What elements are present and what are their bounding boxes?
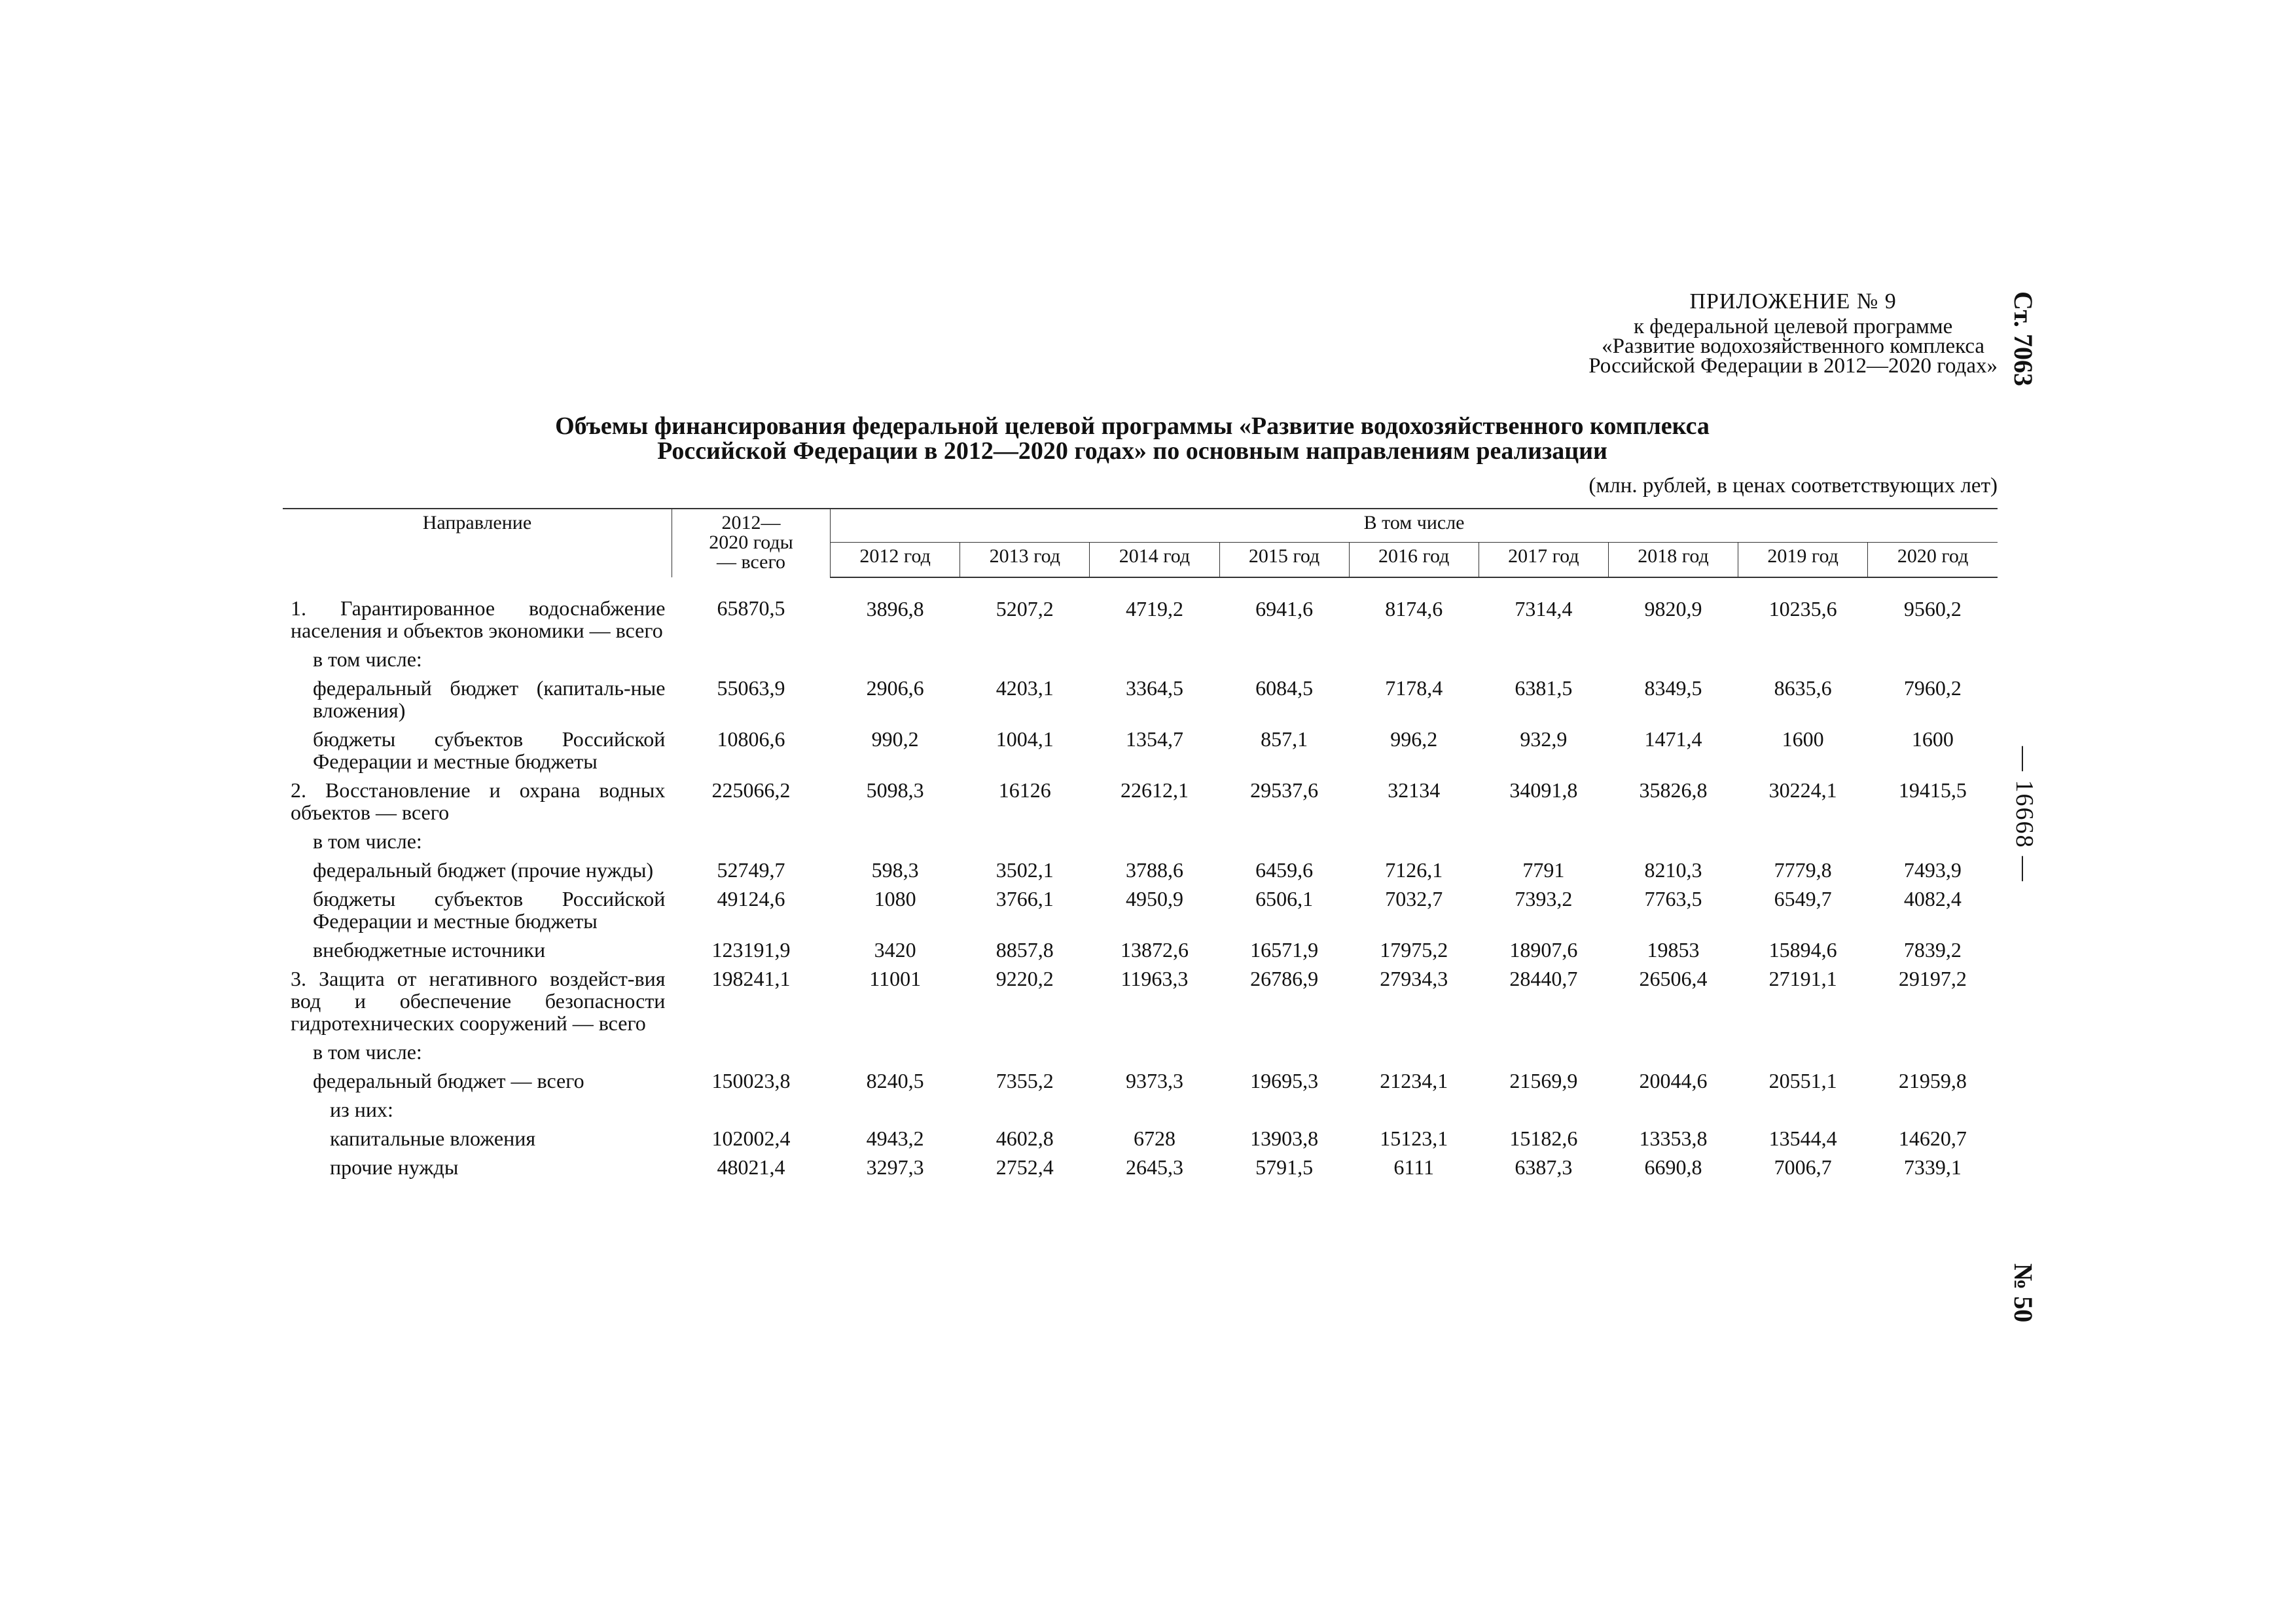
row-label: 3. Защита от негативного воздейст-вия вод и обеспечение безопасности гидротехнических сооружений — всего <box>291 967 666 1035</box>
row-total: 225066,2 <box>711 778 791 802</box>
table-row <box>283 1155 1998 1184</box>
row-year-value: 3420 <box>874 938 916 962</box>
row-label: федеральный бюджет (прочие нужды) <box>313 858 654 882</box>
row-year-value: 1471,4 <box>1644 727 1702 751</box>
row-year-value: 14620,7 <box>1898 1127 1967 1150</box>
row-year-value: 20044,6 <box>1639 1069 1708 1092</box>
units-note: (млн. рублей, в ценах соответствующих лет) <box>1588 474 1998 497</box>
financing-table <box>283 508 1998 1184</box>
row-year-value: 1600 <box>1782 727 1824 751</box>
row-year-value: 7032,7 <box>1385 887 1443 911</box>
row-total: 48021,4 <box>717 1155 785 1179</box>
row-year-value: 34091,8 <box>1509 778 1578 802</box>
row-year-value: 17975,2 <box>1380 938 1448 962</box>
row-year-value: 8857,8 <box>996 938 1054 962</box>
row-year-value: 6459,6 <box>1255 858 1314 882</box>
row-year-value: 9820,9 <box>1644 597 1702 621</box>
row-year-value: 15123,1 <box>1380 1127 1448 1150</box>
row-year-value: 598,3 <box>871 858 919 882</box>
row-total <box>672 1040 830 1069</box>
row-total: 10806,6 <box>717 727 785 751</box>
row-year-value: 29537,6 <box>1250 778 1319 802</box>
row-label: капитальные вложения <box>330 1127 536 1150</box>
header-including: В том числе <box>831 509 1998 542</box>
row-year-value: 27934,3 <box>1380 967 1448 990</box>
row-year-value: 35826,8 <box>1639 778 1708 802</box>
row-year-value: 13872,6 <box>1120 938 1189 962</box>
row-total <box>672 647 830 676</box>
row-year-value: 9560,2 <box>1903 597 1962 621</box>
row-year-value: 9373,3 <box>1125 1069 1183 1092</box>
row-year-value: 30224,1 <box>1768 778 1837 802</box>
row-year-value: 6387,3 <box>1515 1155 1573 1179</box>
row-year-value <box>831 647 960 676</box>
row-year-value: 4082,4 <box>1903 887 1962 911</box>
row-year-value: 6941,6 <box>1255 597 1314 621</box>
row-year-value: 7791 <box>1522 858 1565 882</box>
row-year-value: 7355,2 <box>996 1069 1054 1092</box>
row-year-value <box>1479 1098 1608 1127</box>
row-year-value: 22612,1 <box>1120 778 1189 802</box>
row-total <box>672 1098 830 1127</box>
row-year-value: 26506,4 <box>1639 967 1708 990</box>
table-row <box>283 676 1998 727</box>
row-year-value: 7314,4 <box>1515 597 1573 621</box>
row-year-value: 857,1 <box>1261 727 1308 751</box>
appendix-line-2: «Развитие водохозяйственного комплекса <box>1602 334 1985 358</box>
row-year-value: 3297,3 <box>866 1155 924 1179</box>
row-year-value: 3896,8 <box>866 597 924 621</box>
row-year-value <box>1868 1040 1998 1069</box>
table-row <box>283 829 1998 858</box>
row-total: 123191,9 <box>711 938 791 962</box>
row-total <box>672 829 830 858</box>
row-label: в том числе: <box>313 647 422 671</box>
table-body <box>283 577 1998 1184</box>
row-year-value: 13903,8 <box>1250 1127 1319 1150</box>
row-year-value: 6728 <box>1133 1127 1175 1150</box>
row-year-value: 16126 <box>998 778 1051 802</box>
side-document-number <box>2000 746 2078 882</box>
row-year-value: 7178,4 <box>1385 676 1443 700</box>
table-row <box>283 967 1998 1040</box>
table-row <box>283 1127 1998 1155</box>
row-year-value: 7493,9 <box>1903 858 1962 882</box>
row-label: бюджеты субъектов Российской Федерации и местные бюджеты <box>313 887 666 933</box>
title-line-2: Российской Федерации в 2012—2020 годах» по основным направлениям реализации <box>657 437 1607 465</box>
row-year-value <box>1608 1040 1738 1069</box>
header-total-text: 2012— 2020 годы — всего <box>709 512 793 573</box>
header-year: 2016 год <box>1349 542 1479 577</box>
row-year-value: 15182,6 <box>1509 1127 1578 1150</box>
row-year-value <box>1738 1098 1868 1127</box>
row-year-value: 5791,5 <box>1255 1155 1314 1179</box>
row-total: 55063,9 <box>717 676 785 700</box>
row-year-value <box>1738 647 1868 676</box>
row-year-value: 19695,3 <box>1250 1069 1319 1092</box>
table-row <box>283 1040 1998 1069</box>
table-row <box>283 938 1998 967</box>
row-year-value <box>1738 1040 1868 1069</box>
row-year-value: 11963,3 <box>1121 967 1189 990</box>
row-year-value <box>1090 1098 1219 1127</box>
row-year-value: 7763,5 <box>1644 887 1702 911</box>
row-year-value: 20551,1 <box>1768 1069 1837 1092</box>
row-label: внебюджетные источники <box>313 938 546 962</box>
row-year-value <box>1738 829 1868 858</box>
header-total <box>672 509 830 577</box>
header-direction: Направление <box>283 509 672 577</box>
row-year-value: 7393,2 <box>1515 887 1573 911</box>
row-year-value: 6549,7 <box>1774 887 1832 911</box>
row-label: из них: <box>330 1098 393 1121</box>
title-line-1: Объемы финансирования федеральной целевой программы «Развитие водохозяйственного комплекса <box>555 412 1710 440</box>
row-year-value <box>1608 829 1738 858</box>
row-year-value: 990,2 <box>871 727 919 751</box>
row-year-value: 8240,5 <box>866 1069 924 1092</box>
header-year: 2012 год <box>831 542 960 577</box>
row-year-value: 6690,8 <box>1644 1155 1702 1179</box>
side-issue-number <box>2000 1263 2078 1348</box>
row-year-value: 8210,3 <box>1644 858 1702 882</box>
row-total: 65870,5 <box>717 596 785 620</box>
row-year-value: 27191,1 <box>1768 967 1837 990</box>
row-year-value <box>1479 647 1608 676</box>
row-year-value: 3502,1 <box>996 858 1054 882</box>
row-year-value: 7779,8 <box>1774 858 1832 882</box>
row-year-value: 2752,4 <box>996 1155 1054 1179</box>
row-year-value: 7339,1 <box>1903 1155 1962 1179</box>
row-total: 102002,4 <box>711 1127 791 1150</box>
row-year-value <box>1868 1098 1998 1127</box>
row-year-value: 6381,5 <box>1515 676 1573 700</box>
row-year-value: 6506,1 <box>1255 887 1314 911</box>
row-year-value: 7126,1 <box>1385 858 1443 882</box>
row-year-value: 19853 <box>1647 938 1700 962</box>
row-total: 49124,6 <box>717 887 785 911</box>
header-year: 2017 год <box>1479 542 1608 577</box>
header-year: 2018 год <box>1608 542 1738 577</box>
row-year-value: 7839,2 <box>1903 938 1962 962</box>
row-label: федеральный бюджет (капиталь-ные вложения) <box>313 676 666 722</box>
row-year-value: 1080 <box>874 887 916 911</box>
row-year-value <box>831 829 960 858</box>
row-year-value <box>831 1040 960 1069</box>
row-year-value: 15894,6 <box>1768 938 1837 962</box>
row-year-value <box>960 1040 1090 1069</box>
appendix-line-3: Российской Федерации в 2012—2020 годах» <box>1588 354 1998 378</box>
row-year-value: 2906,6 <box>866 676 924 700</box>
row-year-value <box>1349 829 1479 858</box>
row-year-value <box>1349 647 1479 676</box>
row-year-value: 32134 <box>1388 778 1441 802</box>
row-year-value <box>1608 647 1738 676</box>
row-year-value: 16571,9 <box>1250 938 1319 962</box>
row-year-value: 29197,2 <box>1898 967 1967 990</box>
row-year-value: 3364,5 <box>1125 676 1183 700</box>
row-year-value: 19415,5 <box>1898 778 1967 802</box>
row-year-value: 5207,2 <box>996 597 1054 621</box>
table-row <box>283 778 1998 829</box>
row-year-value <box>1608 1098 1738 1127</box>
table-header-row <box>283 509 1998 542</box>
row-year-value: 7006,7 <box>1774 1155 1832 1179</box>
row-label: в том числе: <box>313 829 422 853</box>
header-year: 2015 год <box>1219 542 1349 577</box>
row-year-value <box>960 1098 1090 1127</box>
row-year-value <box>960 647 1090 676</box>
row-year-value: 3766,1 <box>996 887 1054 911</box>
row-year-value: 7960,2 <box>1903 676 1962 700</box>
row-year-value: 6084,5 <box>1255 676 1314 700</box>
row-year-value: 996,2 <box>1390 727 1438 751</box>
row-year-value <box>960 829 1090 858</box>
row-year-value <box>1479 829 1608 858</box>
issue-number-text: № 50 <box>2009 1263 2038 1323</box>
table-row <box>283 1069 1998 1098</box>
row-year-value: 6111 <box>1393 1155 1435 1179</box>
header-year: 2020 год <box>1868 542 1998 577</box>
row-year-value: 26786,9 <box>1250 967 1319 990</box>
row-year-value: 13353,8 <box>1639 1127 1708 1150</box>
header-year: 2013 год <box>960 542 1090 577</box>
row-year-value: 9220,2 <box>996 967 1054 990</box>
row-year-value <box>1479 1040 1608 1069</box>
row-label: в том числе: <box>313 1040 422 1064</box>
row-year-value: 13544,4 <box>1768 1127 1837 1150</box>
row-year-value: 932,9 <box>1520 727 1568 751</box>
row-year-value <box>1349 1040 1479 1069</box>
row-year-value: 4719,2 <box>1125 597 1183 621</box>
row-year-value: 8349,5 <box>1644 676 1702 700</box>
row-label: 2. Восстановление и охрана водных объектов — всего <box>291 778 666 824</box>
row-year-value: 4602,8 <box>996 1127 1054 1150</box>
row-year-value <box>1219 1040 1349 1069</box>
row-year-value: 1004,1 <box>996 727 1054 751</box>
appendix-block <box>1588 289 1998 378</box>
appendix-heading: ПРИЛОЖЕНИЕ № 9 <box>1689 289 1897 314</box>
row-year-value: 28440,7 <box>1509 967 1578 990</box>
appendix-line-1: к федеральной целевой программе <box>1633 315 1953 338</box>
row-year-value: 21959,8 <box>1898 1069 1967 1092</box>
row-year-value: 21234,1 <box>1380 1069 1448 1092</box>
row-year-value: 4943,2 <box>866 1127 924 1150</box>
row-year-value <box>1090 1040 1219 1069</box>
header-year: 2014 год <box>1090 542 1219 577</box>
row-label: бюджеты субъектов Российской Федерации и местные бюджеты <box>313 727 666 773</box>
document-title <box>281 414 1983 463</box>
row-year-value: 1600 <box>1911 727 1954 751</box>
row-total: 198241,1 <box>711 967 791 990</box>
page-number-text: Ст. 7063 <box>2009 291 2038 386</box>
row-label: 1. Гарантированное водоснабжение населения и объектов экономики — всего <box>291 596 666 642</box>
row-year-value: 18907,6 <box>1509 938 1578 962</box>
row-year-value <box>1219 829 1349 858</box>
row-year-value <box>1090 829 1219 858</box>
row-year-value: 4203,1 <box>996 676 1054 700</box>
row-year-value: 8635,6 <box>1774 676 1832 700</box>
row-year-value: 2645,3 <box>1125 1155 1183 1179</box>
row-label: федеральный бюджет — всего <box>313 1069 584 1092</box>
row-year-value: 8174,6 <box>1385 597 1443 621</box>
row-total: 52749,7 <box>717 858 785 882</box>
table-row <box>283 1098 1998 1127</box>
row-year-value: 21569,9 <box>1509 1069 1578 1092</box>
row-total: 150023,8 <box>711 1069 791 1092</box>
row-year-value: 10235,6 <box>1768 597 1837 621</box>
table-row <box>283 887 1998 938</box>
table-row <box>283 727 1998 778</box>
table-row <box>283 577 1998 647</box>
row-year-value <box>1090 647 1219 676</box>
row-year-value <box>1868 829 1998 858</box>
row-year-value <box>1349 1098 1479 1127</box>
row-year-value <box>1868 647 1998 676</box>
table-row <box>283 647 1998 676</box>
row-year-value: 11001 <box>869 967 922 990</box>
header-year: 2019 год <box>1738 542 1868 577</box>
row-year-value: 5098,3 <box>866 778 924 802</box>
row-year-value <box>1219 1098 1349 1127</box>
side-page-number <box>2000 291 2078 409</box>
row-year-value <box>831 1098 960 1127</box>
row-label: прочие нужды <box>330 1155 459 1179</box>
row-year-value: 1354,7 <box>1125 727 1183 751</box>
document-number-text: — 16668 — <box>2011 746 2038 882</box>
row-year-value: 4950,9 <box>1125 887 1183 911</box>
row-year-value <box>1219 647 1349 676</box>
table-row <box>283 858 1998 887</box>
row-year-value: 3788,6 <box>1125 858 1183 882</box>
